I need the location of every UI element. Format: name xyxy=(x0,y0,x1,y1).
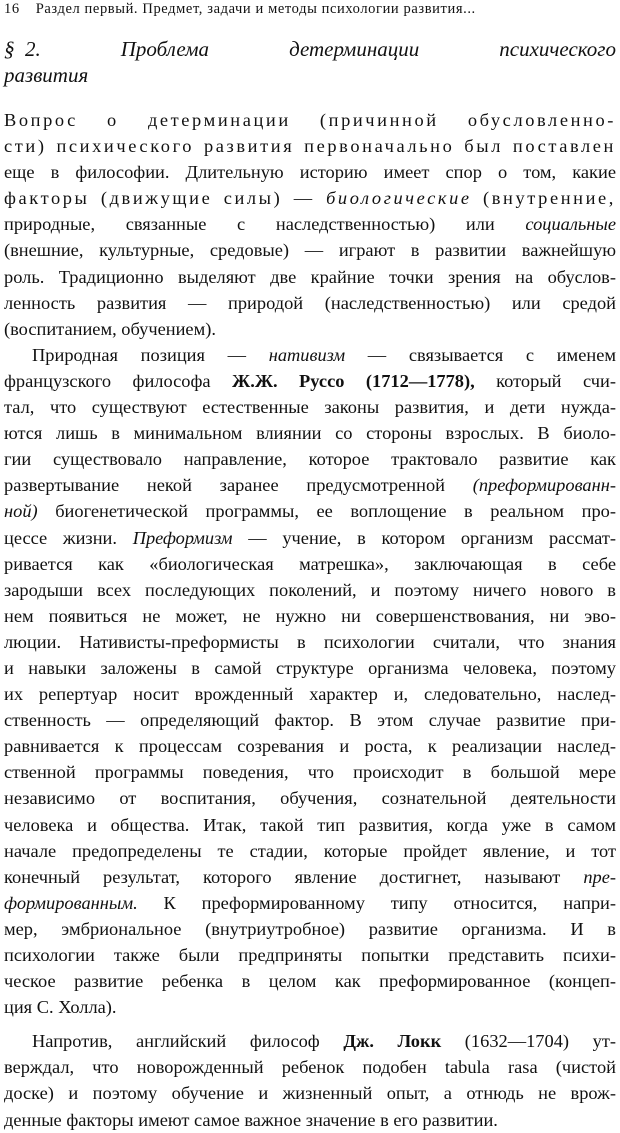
text-line xyxy=(4,890,616,916)
text-run: равнивается к процессам созревания и роста, к реализации наслед- xyxy=(4,736,616,757)
text-line xyxy=(4,812,616,838)
text-run: ривается как «биологическая матрешка», заключающая в себе xyxy=(4,553,616,574)
text-line xyxy=(4,420,616,446)
text-run: ция С. Холла). xyxy=(4,997,117,1018)
text-line xyxy=(4,603,616,629)
italic-term: (преформированн- xyxy=(472,475,616,496)
text-run: факторы (движущие силы) — xyxy=(4,188,327,209)
text-line xyxy=(4,968,616,994)
text-line xyxy=(4,1107,616,1133)
text-line xyxy=(4,707,616,733)
text-run: их репертуар носит врожденный характер и, следовательно, наслед- xyxy=(4,684,616,705)
text-line xyxy=(4,498,616,524)
italic-term: ной) xyxy=(4,501,38,522)
text-line xyxy=(4,577,616,603)
text-line xyxy=(4,759,616,785)
text-line xyxy=(4,916,616,942)
text-line xyxy=(4,1054,616,1080)
text-run: (1632—1704) ут- xyxy=(441,1031,616,1052)
section-title xyxy=(4,36,616,88)
section-title-word: детерминации xyxy=(289,37,420,61)
section-sign: § 2. xyxy=(4,37,41,61)
text-line xyxy=(4,185,616,211)
text-run: тал, что существуют естественные законы развития, и дети нужда- xyxy=(4,397,616,418)
text-line xyxy=(4,133,616,159)
text-run: — связывается с именем xyxy=(345,344,616,365)
text-run: природные, связанные с наследственностью) или xyxy=(4,214,526,235)
text-line xyxy=(4,551,616,577)
text-run: зародыши всех последующих поколений, и поэтому ничего нового в xyxy=(4,579,616,600)
text-run: цессе жизни. xyxy=(4,527,133,548)
paragraph xyxy=(4,107,616,342)
text-run: (внешние, культурные, средовые) — играют в развитии важнейшую xyxy=(4,240,616,261)
text-line xyxy=(4,394,616,420)
section-title-word: Проблема xyxy=(120,37,210,61)
text-line xyxy=(4,838,616,864)
running-header xyxy=(4,1,616,18)
text-run: роль. Традиционно выделяют две крайние точки зрения на обуслов- xyxy=(4,266,616,287)
text-run: гии существовало направление, которое трактовало развитие как xyxy=(4,449,616,470)
text-line xyxy=(4,942,616,968)
text-run: ственной программы поведения, что происходит в большой мере xyxy=(4,762,616,783)
page-number: 16 xyxy=(4,1,20,17)
text-line xyxy=(4,446,616,472)
text-line xyxy=(4,264,616,290)
text-run: (воспитанием, обучением). xyxy=(4,318,216,339)
text-run: верждал, что новорожденный ребенок подобен tabula rasa (чистой xyxy=(4,1057,616,1078)
text-run: еще в философии. Длительную историю имеет спор о том, какие xyxy=(4,162,616,183)
section-title-word: развития xyxy=(4,63,89,87)
text-run: и навыки заложены в самой структуре организма человека, поэтому xyxy=(4,657,616,678)
text-line xyxy=(4,159,616,185)
text-line xyxy=(4,316,616,342)
italic-term: нативизм xyxy=(268,344,346,365)
bold-name: Дж. Локк xyxy=(343,1031,442,1052)
text-line xyxy=(4,211,616,237)
text-run: развертывание некой заранее предусмотренной xyxy=(4,475,473,496)
paragraph xyxy=(4,1028,616,1132)
text-run: начале предопределены те стадии, которые пройдет явление, и тот xyxy=(4,840,616,861)
text-run: конечный результат, которого явление достигнет, называют xyxy=(4,866,584,887)
text-run: ческое развитие ребенка в целом как преформированное (концеп- xyxy=(4,971,616,992)
text-run: К преформированному типу относится, напри- xyxy=(137,892,616,913)
text-line xyxy=(4,629,616,655)
paragraph-gap xyxy=(4,1020,616,1028)
italic-term: биологические xyxy=(326,188,472,209)
text-run: денные факторы имеют самое важное значение в его развитии. xyxy=(4,1109,498,1130)
text-run: независимо от воспитания, обучения, сознательной деятельности xyxy=(4,788,616,809)
text-run: люции. Нативисты-преформисты в психологии считали, что знания xyxy=(4,631,616,652)
text-run: ются лишь в минимальном влиянии со стороны взрослых. В биоло- xyxy=(4,423,616,444)
italic-term: социальные xyxy=(525,214,616,235)
text-run: сти) психического развития первоначально был поставлен xyxy=(4,136,616,157)
text-line xyxy=(4,290,616,316)
text-run: Напротив, английский философ xyxy=(32,1031,344,1052)
text-run: французского философа xyxy=(4,370,233,391)
text-line xyxy=(4,733,616,759)
body-text xyxy=(4,107,616,1133)
text-line xyxy=(4,368,616,394)
text-run: который счи- xyxy=(474,370,616,391)
italic-term: пре- xyxy=(583,866,616,887)
text-line xyxy=(4,864,616,890)
text-run: ленность развития — природой (наследственностью) или средой xyxy=(4,292,616,313)
text-line xyxy=(4,681,616,707)
text-run: человека и общества. Итак, такой тип развития, когда уже в самом xyxy=(4,814,616,835)
text-run: нем появиться не может, не нужно ни совершенствования, ни эво- xyxy=(4,605,616,626)
text-run: биогенетической программы, ее воплощение в реальном про- xyxy=(37,501,616,522)
italic-term: Преформизм xyxy=(132,527,233,548)
text-run: (внутренние, xyxy=(471,188,616,209)
bold-name: Ж.Ж. Руссо (1712—1778), xyxy=(232,370,475,391)
text-line xyxy=(4,1028,616,1054)
text-line xyxy=(4,237,616,263)
text-line xyxy=(4,785,616,811)
running-title: Раздел первый. Предмет, задачи и методы психологии развития... xyxy=(35,1,476,17)
text-run: мер, эмбриональное (внутриутробное) развитие организма. И в xyxy=(4,918,616,939)
text-run: Вопрос о детерминации (причинной обусловленно- xyxy=(4,110,616,130)
text-line xyxy=(4,107,616,133)
text-line xyxy=(4,342,616,368)
text-run: Природная позиция — xyxy=(32,344,269,365)
text-run: ственность — определяющий фактор. В этом случае развитие при- xyxy=(4,710,616,731)
text-line xyxy=(4,655,616,681)
text-run: доске) и поэтому обучение и жизненный опыт, а отнюдь не врож- xyxy=(4,1083,616,1104)
italic-term: формированным. xyxy=(4,892,138,913)
text-run: психологии также были предприняты попытки представить психи- xyxy=(4,945,616,965)
text-line xyxy=(4,994,616,1020)
text-line xyxy=(4,525,616,551)
paragraph xyxy=(4,342,616,1020)
text-line xyxy=(4,1080,616,1106)
section-title-word: психического xyxy=(499,37,616,61)
text-line xyxy=(4,472,616,498)
text-run: — учение, в котором организм рассмат- xyxy=(232,527,616,548)
